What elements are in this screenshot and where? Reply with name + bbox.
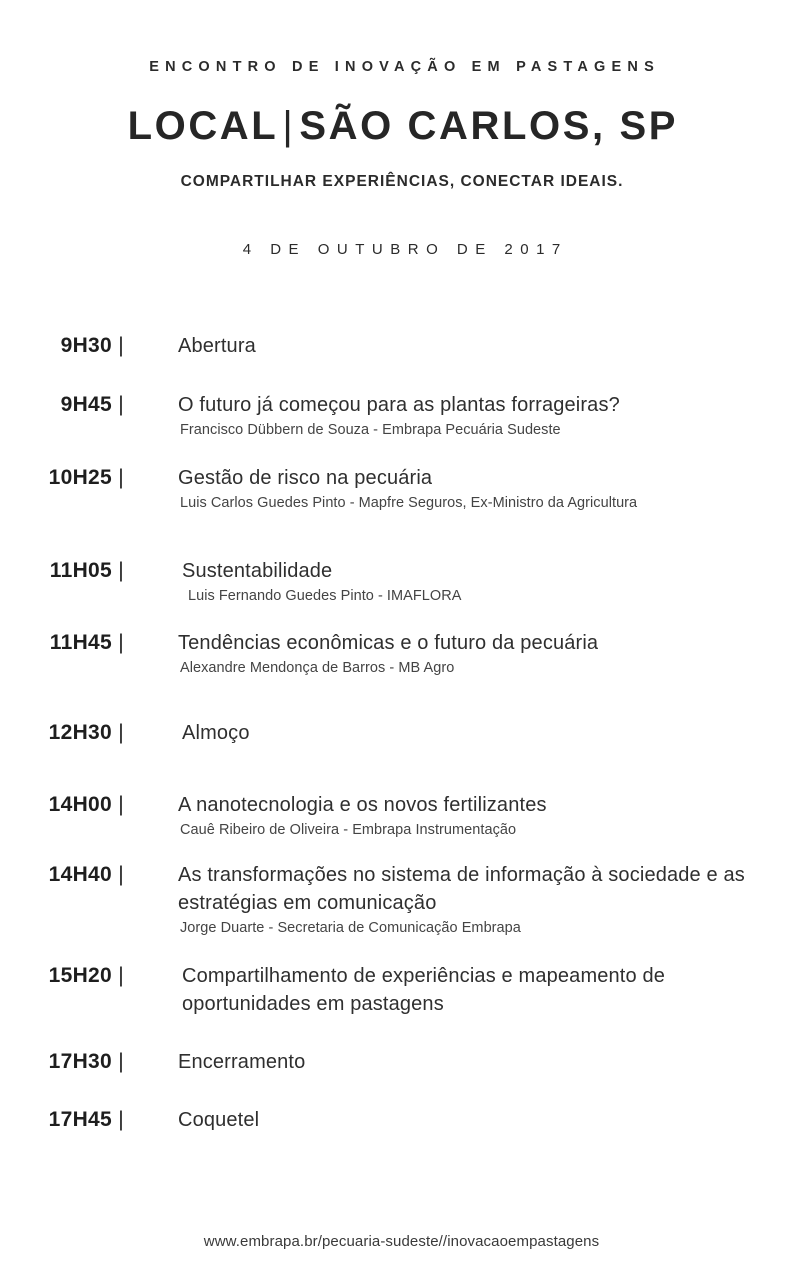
schedule-time: 11H45 bbox=[49, 631, 112, 654]
schedule-title: As transformações no sistema de informação à sociedade e as estratégias em comunicação bbox=[178, 864, 745, 914]
schedule-time: 14H40 bbox=[48, 863, 112, 886]
footer-url[interactable]: www.embrapa.br/pecuaria-sudeste//inovacaoempastagens bbox=[203, 1233, 600, 1250]
schedule-title: Sustentabilidade bbox=[182, 560, 333, 582]
schedule-row bbox=[0, 629, 803, 678]
schedule-row bbox=[0, 791, 803, 840]
schedule-separator: | bbox=[118, 1108, 124, 1131]
schedule-content bbox=[130, 962, 803, 1018]
schedule-separator: | bbox=[118, 1050, 124, 1073]
schedule-separator: | bbox=[118, 334, 124, 357]
schedule-row bbox=[0, 861, 803, 938]
schedule-separator: | bbox=[118, 466, 124, 489]
schedule-speaker: Luis Fernando Guedes Pinto - IMAFLORA bbox=[188, 588, 462, 604]
schedule-title: Coquetel bbox=[178, 1109, 260, 1131]
schedule-content bbox=[130, 1048, 803, 1076]
schedule-row bbox=[0, 1048, 803, 1076]
schedule-time: 10H25 bbox=[48, 466, 112, 489]
page-title bbox=[0, 102, 803, 150]
schedule-speaker: Cauê Ribeiro de Oliveira - Embrapa Instrumentação bbox=[180, 822, 517, 838]
schedule-title: A nanotecnologia e os novos fertilizantes bbox=[178, 794, 547, 816]
schedule-separator: | bbox=[118, 721, 124, 744]
schedule-separator: | bbox=[118, 631, 124, 654]
schedule-separator: | bbox=[118, 559, 124, 582]
schedule-title: Abertura bbox=[178, 335, 256, 357]
schedule-speaker: Alexandre Mendonça de Barros - MB Agro bbox=[180, 660, 455, 676]
event-eyebrow: ENCONTRO DE INOVAÇÃO EM PASTAGENS bbox=[149, 59, 660, 75]
schedule-content bbox=[130, 629, 803, 678]
schedule-content bbox=[130, 719, 803, 747]
schedule-separator: | bbox=[118, 863, 124, 886]
event-date: 4 DE OUTUBRO DE 2017 bbox=[242, 241, 568, 258]
schedule-row bbox=[0, 1106, 803, 1134]
schedule-title: Tendências econômicas e o futuro da pecuária bbox=[178, 632, 599, 654]
schedule-row bbox=[0, 557, 803, 606]
schedule-content bbox=[130, 391, 803, 440]
schedule-content bbox=[130, 557, 803, 606]
schedule-speaker: Jorge Duarte - Secretaria de Comunicação Embrapa bbox=[180, 920, 521, 936]
schedule-content bbox=[130, 464, 803, 513]
schedule-row bbox=[0, 464, 803, 513]
schedule-separator: | bbox=[118, 793, 124, 816]
schedule-speaker: Francisco Dübbern de Souza - Embrapa Pecuária Sudeste bbox=[180, 422, 561, 438]
schedule-list bbox=[0, 332, 803, 1134]
schedule-time: 14H00 bbox=[48, 793, 112, 816]
schedule-title: O futuro já começou para as plantas forrageiras? bbox=[178, 394, 620, 416]
schedule-row bbox=[0, 332, 803, 360]
schedule-separator: | bbox=[118, 964, 124, 987]
schedule-title: Gestão de risco na pecuária bbox=[178, 467, 433, 489]
page-title-right: SÃO CARLOS, SP bbox=[299, 104, 679, 148]
schedule-content bbox=[130, 332, 803, 360]
schedule-title: Almoço bbox=[182, 722, 250, 744]
event-subtitle: COMPARTILHAR EXPERIÊNCIAS, CONECTAR IDEAIS. bbox=[180, 173, 624, 190]
page-title-left: LOCAL bbox=[127, 104, 279, 148]
schedule-time: 15H20 bbox=[48, 964, 112, 987]
poster-header bbox=[0, 0, 803, 260]
schedule-speaker: Luis Carlos Guedes Pinto - Mapfre Seguros, Ex-Ministro da Agricultura bbox=[180, 495, 638, 511]
schedule-time: 17H45 bbox=[48, 1108, 112, 1131]
schedule-time: 17H30 bbox=[48, 1050, 112, 1073]
schedule-time: 9H45 bbox=[60, 393, 112, 416]
schedule-title: Compartilhamento de experiências e mapeamento de oportunidades em pastagens bbox=[182, 965, 666, 1015]
schedule-row bbox=[0, 719, 803, 747]
schedule-row bbox=[0, 391, 803, 440]
schedule-content bbox=[130, 791, 803, 840]
schedule-time: 11H05 bbox=[49, 559, 112, 582]
page-title-divider: | bbox=[282, 104, 296, 148]
schedule-row bbox=[0, 962, 803, 1018]
schedule-time: 9H30 bbox=[60, 334, 112, 357]
schedule-content bbox=[130, 1106, 803, 1134]
schedule-time: 12H30 bbox=[48, 721, 112, 744]
schedule-title: Encerramento bbox=[178, 1051, 306, 1073]
schedule-separator: | bbox=[118, 393, 124, 416]
schedule-content bbox=[130, 861, 803, 938]
